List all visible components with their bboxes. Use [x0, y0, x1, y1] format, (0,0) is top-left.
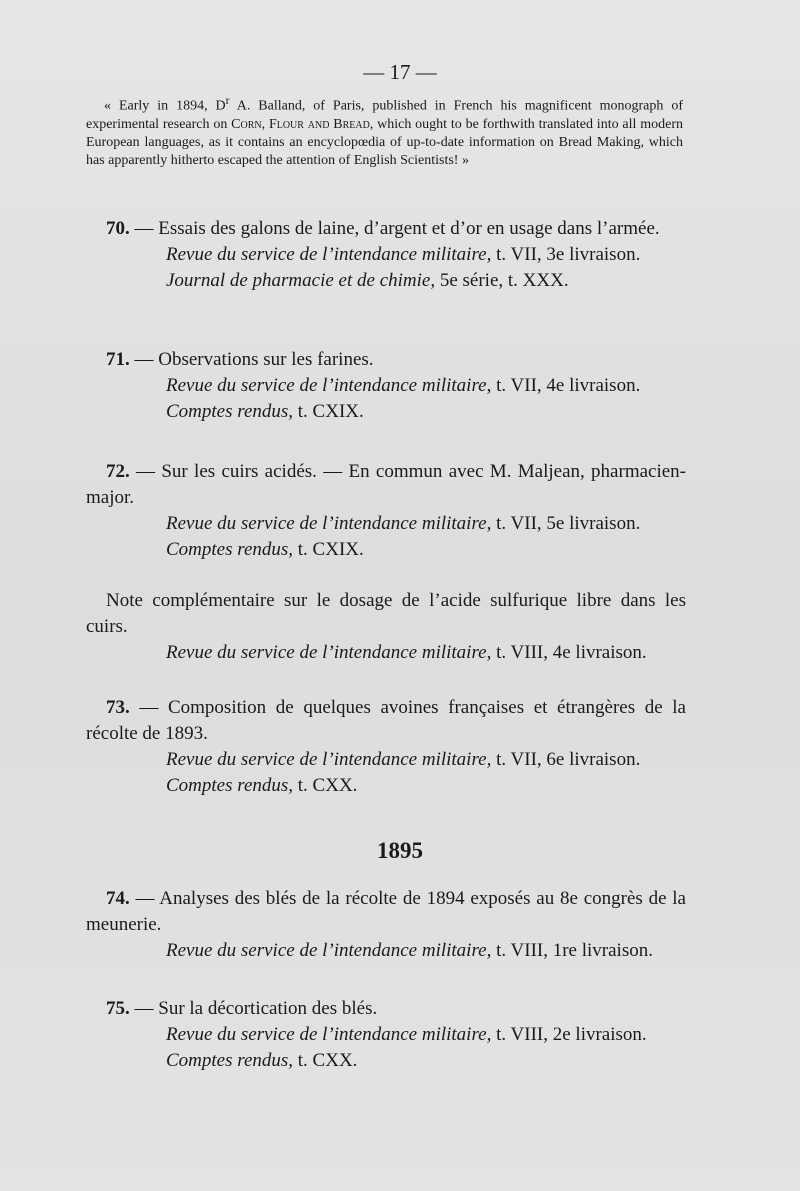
entry-title: — Sur la décortication des blés.	[129, 998, 378, 1019]
reference	[86, 511, 686, 537]
entry-note	[86, 588, 686, 666]
quote-text: A. Balland, of Paris, published in French his magnificent monograph of experimental research on	[86, 98, 683, 132]
entry-title: — Essais des galons de laine, d’argent et d’or en usage dans l’armée.	[129, 218, 660, 239]
entry-number: 75.	[106, 998, 130, 1019]
entry-75	[86, 996, 686, 1074]
entry-number: 71.	[106, 349, 130, 370]
reference-detail: t. CXIX.	[293, 539, 364, 560]
year-heading: 1895	[377, 838, 423, 863]
reference	[86, 242, 686, 268]
entry-73	[86, 695, 686, 799]
entry-title: — Analyses des blés de la récolte de 1894 exposés au 8e congrès de la meunerie.	[86, 888, 686, 935]
reference	[86, 640, 686, 666]
reference-detail: t. CXIX.	[293, 401, 364, 422]
entry-number: 73.	[106, 697, 130, 718]
reference	[86, 938, 686, 964]
reference-title: Comptes rendus,	[166, 775, 294, 796]
reference-detail: t. CXX.	[293, 775, 358, 796]
entry-title: — Sur les cuirs acidés. — En commun avec M. Maljean, pharmacien-major.	[86, 461, 686, 508]
entry-71	[86, 347, 686, 425]
reference-title: Revue du service de l’intendance militaire,	[166, 940, 492, 961]
reference-detail: t. VIII, 2e livraison.	[491, 1024, 647, 1045]
reference-title: Comptes rendus,	[166, 539, 294, 560]
reference-detail: t. VIII, 1re livraison.	[491, 940, 653, 961]
reference	[86, 537, 686, 563]
quote-paragraph	[86, 92, 683, 170]
reference	[86, 268, 686, 294]
entry-title: Note complémentaire sur le dosage de l’acide sulfurique libre dans les cuirs.	[86, 590, 686, 637]
reference	[86, 1022, 686, 1048]
reference-detail: t. VII, 3e livraison.	[491, 244, 641, 265]
reference	[86, 773, 686, 799]
quote-text: « Early in 1894, D	[104, 98, 226, 114]
entry-72	[86, 459, 686, 563]
entry-number: 70.	[106, 218, 130, 239]
reference-title: Comptes rendus,	[166, 401, 294, 422]
quote-sup: r	[225, 94, 230, 107]
reference-title: Comptes rendus,	[166, 1050, 294, 1071]
reference	[86, 1048, 686, 1074]
reference	[86, 399, 686, 425]
reference-title: Revue du service de l’intendance militaire,	[166, 244, 492, 265]
reference-detail: t. VII, 5e livraison.	[491, 513, 641, 534]
reference-title: Journal de pharmacie et de chimie,	[166, 270, 436, 291]
reference-detail: t. VIII, 4e livraison.	[491, 642, 647, 663]
reference-title: Revue du service de l’intendance militaire,	[166, 1024, 492, 1045]
reference-title: Revue du service de l’intendance militaire,	[166, 375, 492, 396]
reference	[86, 747, 686, 773]
entry-number: 74.	[106, 888, 130, 909]
reference-detail: t. VII, 4e livraison.	[491, 375, 641, 396]
entry-number: 72.	[106, 461, 130, 482]
entry-74	[86, 886, 686, 964]
reference-title: Revue du service de l’intendance militaire,	[166, 642, 492, 663]
quote-smallcaps: Corn, Flour and Bread	[231, 116, 370, 132]
reference-title: Revue du service de l’intendance militaire,	[166, 513, 492, 534]
reference-detail: t. VII, 6e livraison.	[491, 749, 641, 770]
reference-detail: t. CXX.	[293, 1050, 358, 1071]
entry-title: — Composition de quelques avoines françaises et étrangères de la récolte de 1893.	[86, 697, 686, 744]
reference-detail: 5e série, t. XXX.	[435, 270, 569, 291]
reference-title: Revue du service de l’intendance militaire,	[166, 749, 492, 770]
quote-text: , which ought to be forthwith translated into all modern European languages, as it contains an encyclopœdia of up-to-date information on Bread Making, which has apparently hitherto escaped the attention of English Scientists! »	[86, 116, 683, 168]
page-number: — 17 —	[363, 60, 437, 84]
entry-title: — Observations sur les farines.	[129, 349, 374, 370]
reference	[86, 373, 686, 399]
entry-70	[86, 216, 686, 294]
